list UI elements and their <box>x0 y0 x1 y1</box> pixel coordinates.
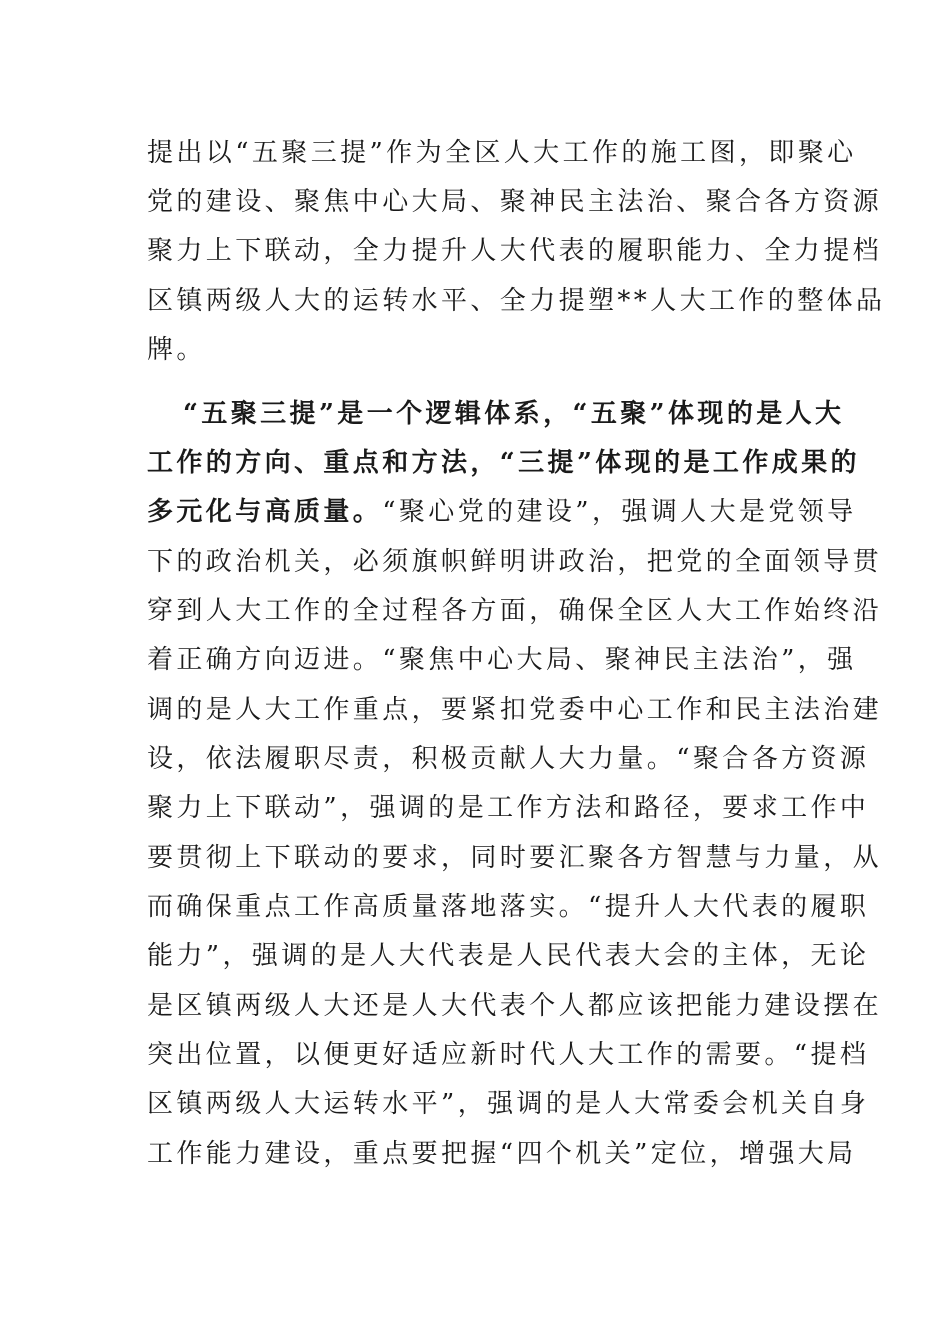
paragraph-2-normal-span: “聚心党的建设”，强调人大是党领导 <box>382 497 857 527</box>
paragraph-2-line-11: 突出位置，以便更好适应新时代人大工作的需要。“提档 <box>147 1040 870 1070</box>
paragraph-2-bold-span: 多元化与高质量。 <box>147 497 383 527</box>
paragraph-1-line-2: 党的建设、聚焦中心大局、聚神民主法治、聚合各方资源 <box>147 187 883 217</box>
paragraph-2-line-7: 要贯彻上下联动的要求，同时要汇聚各方智慧与力量，从 <box>147 843 883 873</box>
paragraph-1-line-1: 提出以“五聚三提”作为全区人大工作的施工图，即聚心 <box>147 138 857 168</box>
paragraph-2-line-10: 是区镇两级人大还是人大代表个人都应该把能力建设摆在 <box>147 991 883 1021</box>
paragraph-2-bold-line-2: 工作的方向、重点和方法，“三提”体现的是工作成果的 <box>147 448 860 478</box>
paragraph-2-line-12: 区镇两级人大运转水平”，强调的是人大常委会机关自身 <box>147 1089 870 1119</box>
paragraph-2-line-3: 着正确方向迈进。“聚焦中心大局、聚神民主法治”，强 <box>147 645 857 675</box>
paragraph-2-line-8: 而确保重点工作高质量落地落实。“提升人大代表的履职 <box>147 892 870 922</box>
paragraph-2-line-6: 聚力上下联动”，强调的是工作方法和路径，要求工作中 <box>147 793 870 823</box>
paragraph-2-line-2: 穿到人大工作的全过程各方面，确保全区人大工作始终沿 <box>147 596 883 626</box>
paragraph-1-line-4: 区镇两级人大的运转水平、全力提塑**人大工作的整体品 <box>147 286 886 316</box>
paragraph-2-line-9: 能力”，强调的是人大代表是人民代表大会的主体，无论 <box>147 941 870 971</box>
paragraph-1-line-3: 聚力上下联动，全力提升人大代表的履职能力、全力提档 <box>147 236 883 266</box>
paragraph-2-mixed-line <box>147 492 857 532</box>
paragraph-2-bold-line-1: “五聚三提”是一个逻辑体系，“五聚”体现的是人大 <box>183 399 845 429</box>
paragraph-2-line-5: 设，依法履职尽责，积极贡献人大力量。“聚合各方资源 <box>147 744 870 774</box>
paragraph-1-line-5: 牌。 <box>147 335 206 365</box>
paragraph-2-line-13: 工作能力建设，重点要把握“四个机关”定位，增强大局 <box>147 1139 857 1169</box>
paragraph-2-line-4: 调的是人大工作重点，要紧扣党委中心工作和民主法治建 <box>147 695 883 725</box>
paragraph-2-line-1: 下的政治机关，必须旗帜鲜明讲政治，把党的全面领导贯 <box>147 547 883 577</box>
